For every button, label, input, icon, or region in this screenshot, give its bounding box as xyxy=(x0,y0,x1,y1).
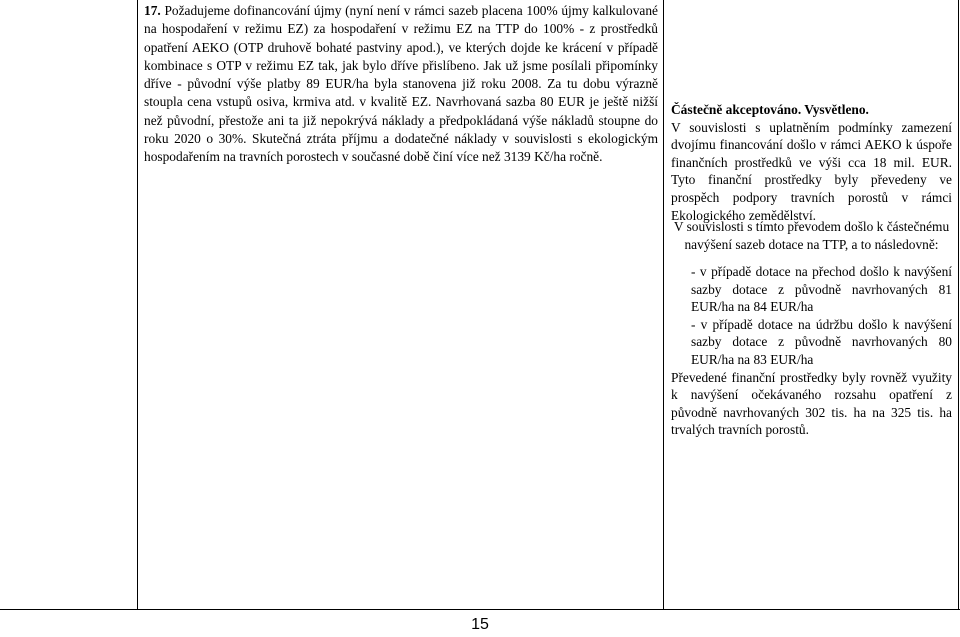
item-number: 17. xyxy=(144,3,161,18)
transfer-details xyxy=(671,263,952,439)
page-number: 15 xyxy=(471,616,489,633)
bullet-item-transition: - v případě dotace na přechod došlo k navýšení sazby dotace z původně navrhovaných 81 EUR/ha na 84 EUR/ha xyxy=(691,264,952,315)
response-cell xyxy=(671,101,952,224)
table-border-left xyxy=(137,0,138,610)
response-conclusion: Převedené finanční prostředky byly rovněž využity k navýšení očekávaného rozsahu opatření z původně navrhovaných 302 tis. ha na 325 tis. ha trvalých travních porostů. xyxy=(671,369,952,438)
transfer-intro: V souvislosti s tímto převodem došlo k částečnému navýšení sazeb dotace na TTP, a to následovně: xyxy=(673,219,950,252)
comment-cell xyxy=(144,2,658,167)
table-border-bottom xyxy=(0,609,960,610)
bullet-item-maintenance: - v případě dotace na údržbu došlo k navýšení sazby dotace z původně navrhovaných 80 EUR/ha na 83 EUR/ha xyxy=(691,316,952,367)
table-border-middle xyxy=(663,0,664,610)
comment-text: Požadujeme dofinancování újmy (nyní není v rámci sazeb placena 100% újmy kalkulované na hospodaření v režimu EZ) za hospodaření v režimu EZ na TTP do 100% - z prostředků opatření AEKO (OTP druhově bohaté pastviny apod.), ve kterých dojde ke krácení v případě kombinace s OTP v režimu EZ tak, jak bylo dříve přislíbeno. Jak už jsme posílali připomínky dříve - původní výše platby 89 EUR/ha byla stanovena již roku 2008. Za tu dobu výrazně stoupla cena vstupů osiva, krmiva atd. v kvalitě EZ. Navrhovaná sazba 80 EUR je ještě nižší než původní, přestože ani ta již nepokrývá náklady a předpokládaná výše nákladů stoupne do roku 2020 o 30%. Skutečná ztráta příjmu a dodatečné náklady v souvislosti s ekologickým hospodařením na travních porostech v současné době činí více než 3139 Kč/ha ročně. xyxy=(144,3,658,165)
table-border-right xyxy=(958,0,959,610)
response-verdict: Částečně akceptováno. Vysvětleno. xyxy=(671,102,869,117)
response-explanation: V souvislosti s uplatněním podmínky zamezení dvojímu financování došlo v rámci AEKO k úspoře finančních prostředků ve výši cca 18 mil. EUR. Tyto finanční prostředky byly převedeny ve prospěch podpory travních porostů v rámci Ekologického zemědělství. xyxy=(671,119,952,223)
